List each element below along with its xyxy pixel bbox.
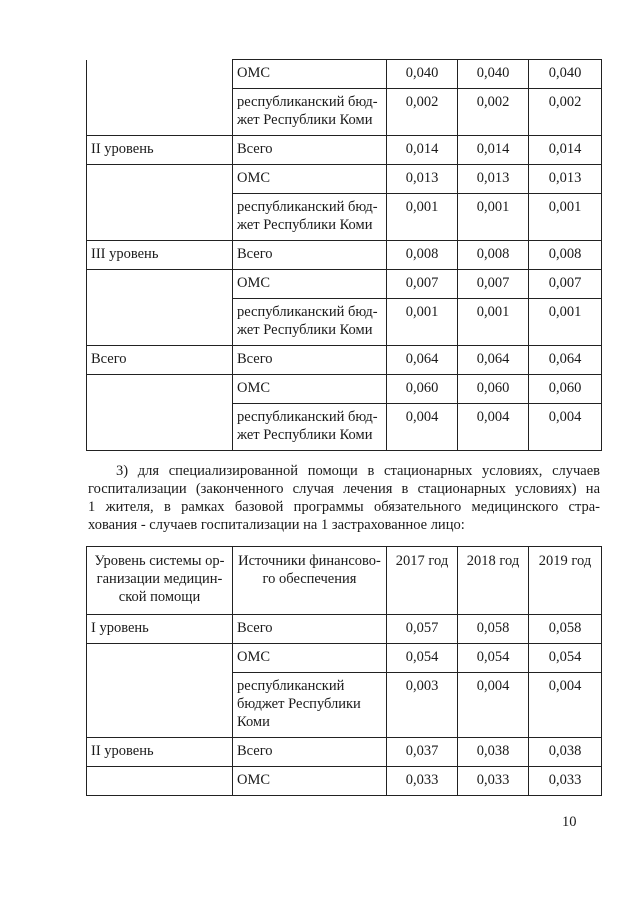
source-cell: ОМС	[233, 165, 387, 194]
table-row	[87, 738, 602, 767]
header-source: Источники финансово-го обеспечения	[233, 547, 387, 615]
source-cell: Всего	[233, 136, 387, 165]
value-2018-cell: 0,058	[458, 615, 529, 644]
value-2017-cell: 0,037	[387, 738, 458, 767]
value-2019-cell: 0,004	[529, 404, 602, 451]
value-2017-cell: 0,007	[387, 270, 458, 299]
value-2019-cell: 0,001	[529, 299, 602, 346]
value-2018-cell: 0,002	[458, 89, 529, 136]
value-2019-cell: 0,064	[529, 346, 602, 375]
source-cell: ОМС	[233, 375, 387, 404]
value-2018-cell: 0,040	[458, 60, 529, 89]
section-3-paragraph	[88, 462, 600, 534]
source-cell: ОМС	[233, 270, 387, 299]
value-2019-cell: 0,008	[529, 241, 602, 270]
financing-table-continued	[86, 59, 602, 451]
paragraph-line: 1 жителя, в рамках базовой программы обязательного медицинского стра-	[88, 499, 600, 515]
value-2018-cell: 0,008	[458, 241, 529, 270]
value-2019-cell: 0,040	[529, 60, 602, 89]
value-2019-cell: 0,001	[529, 194, 602, 241]
paragraph-line: хования - случаев госпитализации на 1 застрахованное лицо:	[88, 517, 465, 533]
hospital-care-table	[86, 546, 602, 796]
value-2017-cell: 0,057	[387, 615, 458, 644]
value-2018-cell: 0,001	[458, 194, 529, 241]
source-cell: республиканский бюд-жет Республики Коми	[233, 404, 387, 451]
page-number: 10	[562, 814, 577, 830]
table-row	[87, 241, 602, 270]
source-cell: Всего	[233, 738, 387, 767]
source-cell: Всего	[233, 615, 387, 644]
table-row	[87, 60, 602, 89]
value-2018-cell: 0,014	[458, 136, 529, 165]
value-2018-cell: 0,004	[458, 404, 529, 451]
value-2018-cell: 0,060	[458, 375, 529, 404]
level-cell: III уровень	[87, 241, 233, 270]
value-2019-cell: 0,004	[529, 673, 602, 738]
value-2017-cell: 0,001	[387, 299, 458, 346]
source-cell: Всего	[233, 346, 387, 375]
level-cell: II уровень	[87, 136, 233, 165]
level-cell: I уровень	[87, 615, 233, 644]
table-row	[87, 346, 602, 375]
value-2018-cell: 0,038	[458, 738, 529, 767]
level-cell	[87, 375, 233, 451]
source-cell: ОМС	[233, 767, 387, 796]
value-2019-cell: 0,013	[529, 165, 602, 194]
value-2019-cell: 0,007	[529, 270, 602, 299]
table-row	[87, 270, 602, 299]
header-2018: 2018 год	[458, 547, 529, 615]
value-2019-cell: 0,002	[529, 89, 602, 136]
table-row	[87, 644, 602, 673]
header-2017: 2017 год	[387, 547, 458, 615]
paragraph-line: госпитализации (законченного случая лечения в стационарных условиях) на	[88, 481, 600, 497]
value-2018-cell: 0,001	[458, 299, 529, 346]
table-row	[87, 165, 602, 194]
source-cell: республиканский бюд-жет Республики Коми	[233, 89, 387, 136]
value-2018-cell: 0,064	[458, 346, 529, 375]
table-row	[87, 136, 602, 165]
value-2017-cell: 0,040	[387, 60, 458, 89]
value-2017-cell: 0,003	[387, 673, 458, 738]
value-2019-cell: 0,058	[529, 615, 602, 644]
source-cell: ОМС	[233, 644, 387, 673]
level-cell: II уровень	[87, 738, 233, 767]
level-cell	[87, 165, 233, 241]
level-cell: Всего	[87, 346, 233, 375]
level-cell	[87, 270, 233, 346]
value-2017-cell: 0,033	[387, 767, 458, 796]
header-2019: 2019 год	[529, 547, 602, 615]
source-cell: республиканский бюд-жет Республики Коми	[233, 194, 387, 241]
value-2017-cell: 0,060	[387, 375, 458, 404]
table-header-row	[87, 547, 602, 615]
value-2017-cell: 0,008	[387, 241, 458, 270]
level-cell	[87, 767, 233, 796]
value-2018-cell: 0,004	[458, 673, 529, 738]
value-2019-cell: 0,033	[529, 767, 602, 796]
table-row	[87, 767, 602, 796]
value-2017-cell: 0,004	[387, 404, 458, 451]
table-row	[87, 375, 602, 404]
table-row	[87, 615, 602, 644]
value-2017-cell: 0,054	[387, 644, 458, 673]
level-cell	[87, 60, 233, 136]
value-2017-cell: 0,001	[387, 194, 458, 241]
value-2017-cell: 0,002	[387, 89, 458, 136]
value-2018-cell: 0,013	[458, 165, 529, 194]
value-2017-cell: 0,013	[387, 165, 458, 194]
value-2019-cell: 0,060	[529, 375, 602, 404]
value-2019-cell: 0,054	[529, 644, 602, 673]
value-2018-cell: 0,007	[458, 270, 529, 299]
value-2017-cell: 0,064	[387, 346, 458, 375]
source-cell: республиканский бюд-жет Республики Коми	[233, 299, 387, 346]
level-cell	[87, 644, 233, 738]
source-cell: республиканский бюджет Республики Коми	[233, 673, 387, 738]
source-cell: Всего	[233, 241, 387, 270]
source-cell: ОМС	[233, 60, 387, 89]
paragraph-line: 3) для специализированной помощи в стационарных условиях, случаев	[116, 463, 600, 479]
value-2018-cell: 0,033	[458, 767, 529, 796]
value-2019-cell: 0,038	[529, 738, 602, 767]
value-2017-cell: 0,014	[387, 136, 458, 165]
value-2018-cell: 0,054	[458, 644, 529, 673]
header-level: Уровень системы ор-ганизации медицин-ской помощи	[87, 547, 233, 615]
value-2019-cell: 0,014	[529, 136, 602, 165]
